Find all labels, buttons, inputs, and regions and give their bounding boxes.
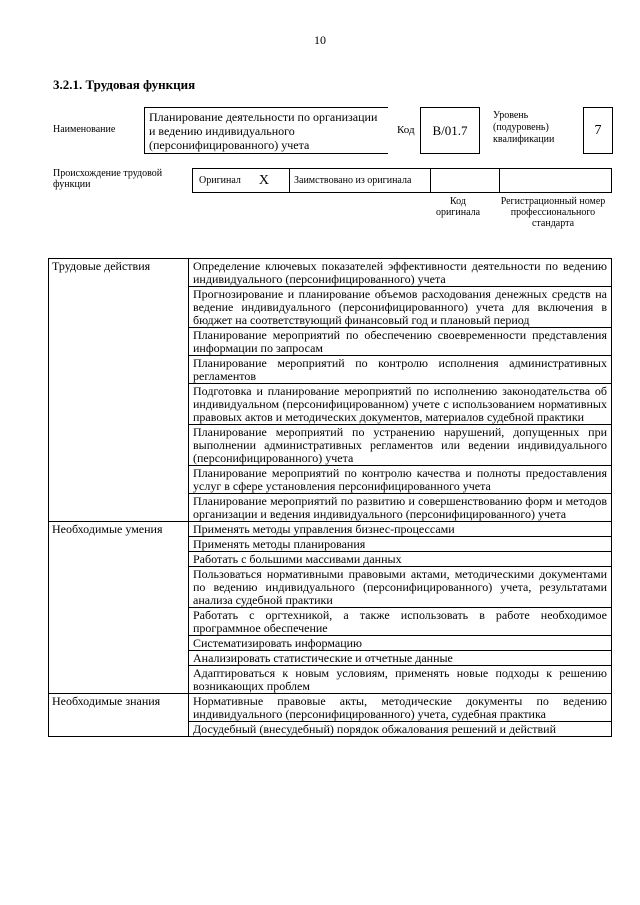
name-value: Планирование деятельности по организации и ведению индивидуального (персонифицированного) учета [144, 107, 388, 154]
list-item: Планирование мероприятий по развитию и совершенствованию форм и методов организации и ведения индивидуального (персонифицированного) учета [189, 494, 612, 522]
original-label: Оригинал [199, 175, 241, 186]
origin-row [192, 168, 612, 193]
list-item: Планирование мероприятий по контролю качества и полноты предоставления услуг в сфере установления персонифицированного учета [189, 466, 612, 494]
list-item: Досудебный (внесудебный) порядок обжалования решений и действий [189, 722, 612, 737]
reg-number-cell [499, 168, 612, 193]
code-value: B/01.7 [420, 107, 480, 154]
table-row [49, 259, 612, 287]
list-item: Планирование мероприятий по устранению нарушений, допущенных при выполнении административных регламентов или ведении индивидуального (персонифицированного) учета [189, 425, 612, 466]
reg-number-caption: Регистрационный номер профессионального стандарта [500, 196, 606, 229]
list-item: Прогнозирование и планирование объемов расходования денежных средств на ведение индивидуального (персонифицированного) учета для включения в бюджет на соответствующий финансовый год и плановый период [189, 287, 612, 328]
level-label: Уровень (подуровень) квалификации [493, 110, 555, 145]
code-original-cell [430, 168, 500, 193]
page-number: 10 [314, 33, 326, 47]
section-title-cell: Необходимые знания [49, 694, 189, 737]
code-original-caption: Код оригинала [435, 196, 481, 218]
list-item: Систематизировать информацию [189, 636, 612, 651]
table-row [49, 522, 612, 537]
list-item: Планирование мероприятий по обеспечению своевременности представления информации по запросам [189, 328, 612, 356]
list-item: Планирование мероприятий по контролю исполнения административных регламентов [189, 356, 612, 384]
section-title-cell: Трудовые действия [49, 259, 189, 522]
borrowed-label: Заимствовано из оригинала [294, 175, 412, 186]
section-title-cell: Необходимые умения [49, 522, 189, 694]
list-item: Адаптироваться к новым условиям, применять новые подходы к решению возникающих проблем [189, 666, 612, 694]
list-item: Нормативные правовые акты, методические документы по ведению индивидуального (персонифицированного) учета, судебная практика [189, 694, 612, 722]
name-label: Наименование [53, 124, 116, 135]
list-item: Работать с оргтехникой, а также использовать в работе необходимое программное обеспечение [189, 608, 612, 636]
list-item: Применять методы планирования [189, 537, 612, 552]
code-label: Код [397, 124, 415, 136]
list-item: Пользоваться нормативными правовыми актами, методическими документами по ведению индивидуального (персонифицированного) учета, результатами анализа судебной практики [189, 567, 612, 608]
section-title: 3.2.1. Трудовая функция [53, 77, 196, 92]
function-table [48, 258, 612, 737]
origin-label: Происхождение трудовой функции [53, 168, 163, 190]
list-item: Работать с большими массивами данных [189, 552, 612, 567]
borrowed-cell [289, 168, 431, 193]
list-item: Анализировать статистические и отчетные данные [189, 651, 612, 666]
list-item: Подготовка и планирование мероприятий по исполнению законодательства об индивидуальном (персонифицированном) учете с использованием нормативных правовых актов и методических документов, материалов судебной практики [189, 384, 612, 425]
original-cell [192, 168, 290, 193]
original-mark: X [258, 172, 270, 188]
list-item: Применять методы управления бизнес-процессами [189, 522, 612, 537]
table-row [49, 694, 612, 722]
level-value: 7 [583, 107, 613, 154]
list-item: Определение ключевых показателей эффективности деятельности по ведению индивидуального (персонифицированного) учета [189, 259, 612, 287]
